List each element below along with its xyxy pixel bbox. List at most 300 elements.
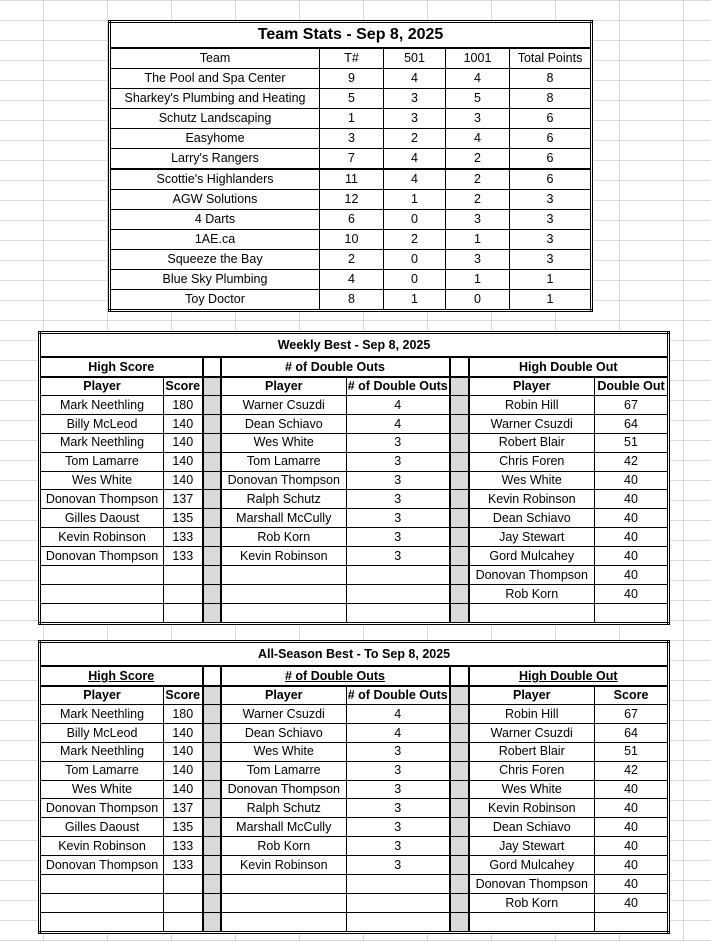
high-score-player[interactable]: [40, 566, 164, 585]
double-outs-count[interactable]: [347, 603, 450, 623]
separator-cell: [203, 377, 221, 396]
high-score-player[interactable]: [40, 875, 164, 894]
team-number[interactable]: 4: [320, 270, 384, 290]
total-points[interactable]: 3: [510, 190, 592, 210]
season-section-double-outs[interactable]: [221, 666, 450, 686]
double-outs-player[interactable]: Dean Schiavo: [221, 723, 347, 742]
high-score-value[interactable]: [164, 566, 203, 585]
high-score-player[interactable]: Mark Neethling: [40, 742, 164, 761]
table-row: [40, 799, 669, 818]
high-score-value[interactable]: [164, 875, 203, 894]
header-team-number[interactable]: T#: [320, 48, 384, 69]
col-header-player[interactable]: Player: [469, 686, 595, 705]
total-points[interactable]: 8: [510, 69, 592, 89]
separator-cell: [450, 875, 469, 894]
high-double-out-player[interactable]: Donovan Thompson: [469, 875, 595, 894]
high-score-player[interactable]: [40, 912, 164, 932]
high-score-player[interactable]: Donovan Thompson: [40, 799, 164, 818]
table-row: [40, 490, 669, 509]
high-double-out-value[interactable]: 40: [595, 875, 669, 894]
high-score-value[interactable]: [164, 912, 203, 932]
double-outs-count[interactable]: [347, 584, 450, 603]
high-score-player[interactable]: Donovan Thompson: [40, 547, 164, 566]
double-outs-player[interactable]: Kevin Robinson: [221, 547, 347, 566]
double-outs-player[interactable]: Rob Korn: [221, 528, 347, 547]
team-row: [110, 69, 592, 89]
header-501[interactable]: 501: [384, 48, 446, 69]
double-outs-player[interactable]: Donovan Thompson: [221, 471, 347, 490]
high-score-value[interactable]: 180: [164, 705, 203, 724]
high-score-player[interactable]: Mark Neethling: [40, 433, 164, 452]
score-501[interactable]: 4: [384, 169, 446, 190]
score-1001[interactable]: 4: [446, 69, 510, 89]
separator-cell: [450, 509, 469, 528]
score-501[interactable]: 3: [384, 109, 446, 129]
double-outs-player[interactable]: [221, 893, 347, 912]
team-name[interactable]: 1AE.ca: [110, 230, 320, 250]
high-score-player[interactable]: Wes White: [40, 780, 164, 799]
separator-cell: [203, 837, 221, 856]
score-1001[interactable]: 0: [446, 290, 510, 311]
double-outs-player[interactable]: Donovan Thompson: [221, 780, 347, 799]
separator-cell: [450, 414, 469, 433]
high-double-out-value[interactable]: 42: [595, 452, 669, 471]
team-name[interactable]: Scottie's Highlanders: [110, 169, 320, 190]
high-score-player[interactable]: Donovan Thompson: [40, 490, 164, 509]
high-double-out-player[interactable]: Robert Blair: [469, 433, 595, 452]
separator-cell: [450, 912, 469, 932]
separator-cell: [450, 799, 469, 818]
score-501[interactable]: 0: [384, 270, 446, 290]
high-double-out-player[interactable]: Chris Foren: [469, 761, 595, 780]
double-outs-count[interactable]: [347, 875, 450, 894]
high-double-out-value[interactable]: 40: [595, 547, 669, 566]
high-double-out-player[interactable]: Gord Mulcahey: [469, 856, 595, 875]
weekly-section-high-double-out[interactable]: High Double Out: [469, 357, 669, 377]
high-score-player[interactable]: Billy McLeod: [40, 414, 164, 433]
separator-cell: [450, 471, 469, 490]
team-row: [110, 190, 592, 210]
team-number[interactable]: 8: [320, 290, 384, 311]
double-outs-count[interactable]: 3: [347, 490, 450, 509]
team-name[interactable]: Toy Doctor: [110, 290, 320, 311]
high-double-out-value[interactable]: 64: [595, 723, 669, 742]
total-points[interactable]: 6: [510, 149, 592, 170]
high-score-player[interactable]: Billy McLeod: [40, 723, 164, 742]
double-outs-player[interactable]: Marshall McCully: [221, 818, 347, 837]
high-score-value[interactable]: 140: [164, 761, 203, 780]
double-outs-player[interactable]: Ralph Schutz: [221, 799, 347, 818]
high-score-player[interactable]: [40, 893, 164, 912]
table-row: [40, 893, 669, 912]
col-header-score[interactable]: Score: [164, 686, 203, 705]
col-header-player[interactable]: Player: [469, 377, 595, 396]
col-header-score[interactable]: Score: [164, 377, 203, 396]
table-row: [40, 396, 669, 415]
separator-cell: [450, 547, 469, 566]
high-score-value[interactable]: 135: [164, 818, 203, 837]
score-1001[interactable]: 2: [446, 149, 510, 170]
double-outs-player[interactable]: [221, 912, 347, 932]
double-outs-count[interactable]: 3: [347, 799, 450, 818]
high-double-out-value[interactable]: 42: [595, 761, 669, 780]
team-number[interactable]: 11: [320, 169, 384, 190]
total-points[interactable]: 8: [510, 89, 592, 109]
team-number[interactable]: 6: [320, 210, 384, 230]
separator-cell: [450, 377, 469, 396]
separator-cell: [450, 584, 469, 603]
high-double-out-player[interactable]: Robin Hill: [469, 396, 595, 415]
double-outs-count[interactable]: 3: [347, 471, 450, 490]
double-outs-count[interactable]: 3: [347, 761, 450, 780]
double-outs-player[interactable]: Rob Korn: [221, 837, 347, 856]
high-double-out-value[interactable]: 40: [595, 799, 669, 818]
double-outs-count[interactable]: [347, 566, 450, 585]
high-double-out-value[interactable]: 40: [595, 566, 669, 585]
high-score-player[interactable]: Tom Lamarre: [40, 761, 164, 780]
double-outs-player[interactable]: Ralph Schutz: [221, 490, 347, 509]
score-1001[interactable]: 4: [446, 129, 510, 149]
double-outs-count[interactable]: 4: [347, 396, 450, 415]
high-double-out-player[interactable]: [469, 603, 595, 623]
table-row: [40, 875, 669, 894]
team-name[interactable]: Sharkey's Plumbing and Heating: [110, 89, 320, 109]
team-number[interactable]: 2: [320, 250, 384, 270]
double-outs-player[interactable]: Warner Csuzdi: [221, 705, 347, 724]
team-name[interactable]: Squeeze the Bay: [110, 250, 320, 270]
high-double-out-player[interactable]: Robin Hill: [469, 705, 595, 724]
high-double-out-player[interactable]: Jay Stewart: [469, 528, 595, 547]
score-1001[interactable]: 1: [446, 270, 510, 290]
double-outs-count[interactable]: 3: [347, 452, 450, 471]
table-row: [40, 723, 669, 742]
high-score-value[interactable]: 133: [164, 547, 203, 566]
team-stats-table: [108, 20, 593, 312]
high-score-player[interactable]: [40, 584, 164, 603]
score-501[interactable]: 4: [384, 149, 446, 170]
team-number[interactable]: 1: [320, 109, 384, 129]
score-501[interactable]: 3: [384, 89, 446, 109]
double-outs-player[interactable]: [221, 584, 347, 603]
high-score-value[interactable]: 137: [164, 490, 203, 509]
separator-cell: [203, 818, 221, 837]
high-double-out-value[interactable]: [595, 603, 669, 623]
double-outs-count[interactable]: 3: [347, 856, 450, 875]
high-score-player[interactable]: Donovan Thompson: [40, 856, 164, 875]
double-outs-count[interactable]: 4: [347, 414, 450, 433]
score-501[interactable]: 2: [384, 129, 446, 149]
high-score-value[interactable]: [164, 584, 203, 603]
separator-cell: [450, 686, 469, 705]
double-outs-count[interactable]: 3: [347, 837, 450, 856]
separator-cell: [450, 893, 469, 912]
double-outs-player[interactable]: Tom Lamarre: [221, 761, 347, 780]
section-label: # of Double Outs: [285, 668, 385, 683]
high-double-out-player[interactable]: Chris Foren: [469, 452, 595, 471]
separator-cell: [203, 452, 221, 471]
high-score-value[interactable]: 137: [164, 799, 203, 818]
team-name[interactable]: 4 Darts: [110, 210, 320, 230]
team-number[interactable]: 3: [320, 129, 384, 149]
team-row: [110, 290, 592, 311]
high-score-player[interactable]: Mark Neethling: [40, 396, 164, 415]
high-score-value[interactable]: [164, 603, 203, 623]
high-score-value[interactable]: [164, 893, 203, 912]
high-score-player[interactable]: Kevin Robinson: [40, 528, 164, 547]
score-501[interactable]: 4: [384, 69, 446, 89]
separator-cell: [450, 705, 469, 724]
separator-cell: [450, 856, 469, 875]
score-501[interactable]: 0: [384, 210, 446, 230]
double-outs-player[interactable]: Wes White: [221, 433, 347, 452]
double-outs-count[interactable]: 3: [347, 818, 450, 837]
table-row: [40, 780, 669, 799]
high-score-value[interactable]: 135: [164, 509, 203, 528]
team-name[interactable]: Larry's Rangers: [110, 149, 320, 170]
team-row: [110, 149, 592, 170]
separator-cell: [450, 396, 469, 415]
high-double-out-player[interactable]: Wes White: [469, 471, 595, 490]
total-points[interactable]: 3: [510, 250, 592, 270]
section-label: High Score: [88, 668, 155, 683]
double-outs-count[interactable]: 3: [347, 433, 450, 452]
high-double-out-player[interactable]: Rob Korn: [469, 893, 595, 912]
table-row: [40, 584, 669, 603]
header-team[interactable]: Team: [110, 48, 320, 69]
separator-cell: [450, 528, 469, 547]
weekly-best-table: [38, 331, 670, 625]
high-score-player[interactable]: Gilles Daoust: [40, 818, 164, 837]
separator-cell: [203, 528, 221, 547]
team-number[interactable]: 9: [320, 69, 384, 89]
col-header-double-outs[interactable]: # of Double Outs: [347, 686, 450, 705]
high-double-out-value[interactable]: 40: [595, 837, 669, 856]
double-outs-player[interactable]: Tom Lamarre: [221, 452, 347, 471]
high-score-player[interactable]: Kevin Robinson: [40, 837, 164, 856]
team-row: [110, 109, 592, 129]
separator-cell: [203, 414, 221, 433]
separator-cell: [450, 490, 469, 509]
separator-cell: [203, 912, 221, 932]
double-outs-player[interactable]: Kevin Robinson: [221, 856, 347, 875]
col-header-player[interactable]: Player: [40, 377, 164, 396]
double-outs-count[interactable]: 4: [347, 705, 450, 724]
team-name[interactable]: Easyhome: [110, 129, 320, 149]
table-row: [40, 414, 669, 433]
double-outs-count[interactable]: 3: [347, 509, 450, 528]
col-header-double-outs[interactable]: # of Double Outs: [347, 377, 450, 396]
high-double-out-value[interactable]: 51: [595, 433, 669, 452]
double-outs-player[interactable]: Warner Csuzdi: [221, 396, 347, 415]
high-score-value[interactable]: 133: [164, 837, 203, 856]
total-points[interactable]: 6: [510, 129, 592, 149]
high-double-out-value[interactable]: 40: [595, 528, 669, 547]
total-points[interactable]: 3: [510, 230, 592, 250]
high-score-player[interactable]: Tom Lamarre: [40, 452, 164, 471]
team-name[interactable]: Blue Sky Plumbing: [110, 270, 320, 290]
separator-cell: [203, 433, 221, 452]
team-row: [110, 89, 592, 109]
separator-cell: [203, 780, 221, 799]
season-best-title[interactable]: All-Season Best - To Sep 8, 2025: [40, 642, 669, 667]
table-row: [40, 452, 669, 471]
high-score-player[interactable]: Wes White: [40, 471, 164, 490]
high-score-value[interactable]: 140: [164, 433, 203, 452]
double-outs-count[interactable]: 3: [347, 528, 450, 547]
separator-cell: [450, 666, 469, 686]
separator-cell: [450, 837, 469, 856]
high-double-out-player[interactable]: Warner Csuzdi: [469, 414, 595, 433]
double-outs-count[interactable]: 3: [347, 780, 450, 799]
header-1001[interactable]: 1001: [446, 48, 510, 69]
col-header-player[interactable]: Player: [221, 686, 347, 705]
team-row: [110, 250, 592, 270]
high-double-out-player[interactable]: Kevin Robinson: [469, 490, 595, 509]
double-outs-player[interactable]: [221, 566, 347, 585]
high-score-value[interactable]: 140: [164, 723, 203, 742]
header-total-points[interactable]: Total Points: [510, 48, 592, 69]
high-double-out-value[interactable]: 40: [595, 490, 669, 509]
team-name[interactable]: Schutz Landscaping: [110, 109, 320, 129]
team-name[interactable]: AGW Solutions: [110, 190, 320, 210]
team-row: [110, 169, 592, 190]
team-row: [110, 210, 592, 230]
score-1001[interactable]: 3: [446, 250, 510, 270]
high-double-out-value[interactable]: 64: [595, 414, 669, 433]
high-double-out-player[interactable]: Wes White: [469, 780, 595, 799]
team-row: [110, 129, 592, 149]
total-points[interactable]: 1: [510, 270, 592, 290]
high-double-out-player[interactable]: Dean Schiavo: [469, 818, 595, 837]
high-double-out-player[interactable]: Warner Csuzdi: [469, 723, 595, 742]
high-double-out-player[interactable]: Kevin Robinson: [469, 799, 595, 818]
double-outs-player[interactable]: Wes White: [221, 742, 347, 761]
high-double-out-player[interactable]: Dean Schiavo: [469, 509, 595, 528]
table-row: [40, 528, 669, 547]
double-outs-player[interactable]: Dean Schiavo: [221, 414, 347, 433]
high-score-player[interactable]: [40, 603, 164, 623]
score-1001[interactable]: 2: [446, 190, 510, 210]
double-outs-player[interactable]: [221, 603, 347, 623]
high-double-out-value[interactable]: 40: [595, 509, 669, 528]
separator-cell: [203, 566, 221, 585]
separator-cell: [203, 761, 221, 780]
high-double-out-player[interactable]: [469, 912, 595, 932]
season-best-table: [38, 640, 670, 934]
double-outs-count[interactable]: [347, 893, 450, 912]
table-row: [40, 818, 669, 837]
score-1001[interactable]: 1: [446, 230, 510, 250]
high-double-out-player[interactable]: Rob Korn: [469, 584, 595, 603]
col-header-player[interactable]: Player: [221, 377, 347, 396]
table-row: [40, 837, 669, 856]
weekly-best-title[interactable]: Weekly Best - Sep 8, 2025: [40, 333, 669, 358]
high-double-out-player[interactable]: Gord Mulcahey: [469, 547, 595, 566]
score-501[interactable]: 2: [384, 230, 446, 250]
high-score-value[interactable]: 180: [164, 396, 203, 415]
separator-cell: [450, 761, 469, 780]
team-number[interactable]: 5: [320, 89, 384, 109]
high-double-out-value[interactable]: 40: [595, 471, 669, 490]
team-number[interactable]: 12: [320, 190, 384, 210]
high-double-out-value[interactable]: 51: [595, 742, 669, 761]
high-double-out-value[interactable]: 40: [595, 780, 669, 799]
season-section-high-score[interactable]: [40, 666, 203, 686]
double-outs-count[interactable]: 3: [347, 547, 450, 566]
high-double-out-value[interactable]: 40: [595, 818, 669, 837]
separator-cell: [450, 433, 469, 452]
high-score-player[interactable]: Gilles Daoust: [40, 509, 164, 528]
double-outs-player[interactable]: Marshall McCully: [221, 509, 347, 528]
high-double-out-value[interactable]: 67: [595, 705, 669, 724]
double-outs-count[interactable]: [347, 912, 450, 932]
score-1001[interactable]: 5: [446, 89, 510, 109]
high-score-value[interactable]: 140: [164, 742, 203, 761]
high-double-out-value[interactable]: 40: [595, 584, 669, 603]
double-outs-count[interactable]: 3: [347, 742, 450, 761]
high-score-value[interactable]: 140: [164, 471, 203, 490]
high-double-out-value[interactable]: 40: [595, 893, 669, 912]
score-501[interactable]: 1: [384, 290, 446, 311]
high-score-value[interactable]: 140: [164, 414, 203, 433]
high-score-value[interactable]: 133: [164, 856, 203, 875]
high-score-value[interactable]: 133: [164, 528, 203, 547]
score-1001[interactable]: 3: [446, 109, 510, 129]
high-score-value[interactable]: 140: [164, 452, 203, 471]
team-number[interactable]: 7: [320, 149, 384, 170]
table-row: [40, 471, 669, 490]
separator-cell: [203, 666, 221, 686]
total-points[interactable]: 3: [510, 210, 592, 230]
col-header-player[interactable]: Player: [40, 686, 164, 705]
separator-cell: [450, 566, 469, 585]
high-score-player[interactable]: Mark Neethling: [40, 705, 164, 724]
double-outs-count[interactable]: 4: [347, 723, 450, 742]
separator-cell: [450, 723, 469, 742]
high-score-value[interactable]: 140: [164, 780, 203, 799]
total-points[interactable]: 6: [510, 169, 592, 190]
weekly-section-high-score[interactable]: High Score: [40, 357, 203, 377]
team-stats-title[interactable]: Team Stats - Sep 8, 2025: [110, 22, 592, 49]
table-row: [40, 566, 669, 585]
high-double-out-value[interactable]: [595, 912, 669, 932]
col-header-double-out[interactable]: Double Out: [595, 377, 669, 396]
high-double-out-player[interactable]: Jay Stewart: [469, 837, 595, 856]
team-name[interactable]: The Pool and Spa Center: [110, 69, 320, 89]
table-row: [40, 912, 669, 932]
score-1001[interactable]: 3: [446, 210, 510, 230]
season-section-high-double-out[interactable]: [469, 666, 669, 686]
high-double-out-value[interactable]: 67: [595, 396, 669, 415]
table-row: [40, 742, 669, 761]
separator-cell: [203, 547, 221, 566]
high-double-out-player[interactable]: Donovan Thompson: [469, 566, 595, 585]
score-1001[interactable]: 2: [446, 169, 510, 190]
separator-cell: [203, 875, 221, 894]
score-501[interactable]: 0: [384, 250, 446, 270]
weekly-section-double-outs[interactable]: # of Double Outs: [221, 357, 450, 377]
high-double-out-player[interactable]: Robert Blair: [469, 742, 595, 761]
double-outs-player[interactable]: [221, 875, 347, 894]
table-row: [40, 603, 669, 623]
col-header-score[interactable]: Score: [595, 686, 669, 705]
team-number[interactable]: 10: [320, 230, 384, 250]
high-double-out-value[interactable]: 40: [595, 856, 669, 875]
total-points[interactable]: 1: [510, 290, 592, 311]
total-points[interactable]: 6: [510, 109, 592, 129]
table-row: [40, 509, 669, 528]
score-501[interactable]: 1: [384, 190, 446, 210]
